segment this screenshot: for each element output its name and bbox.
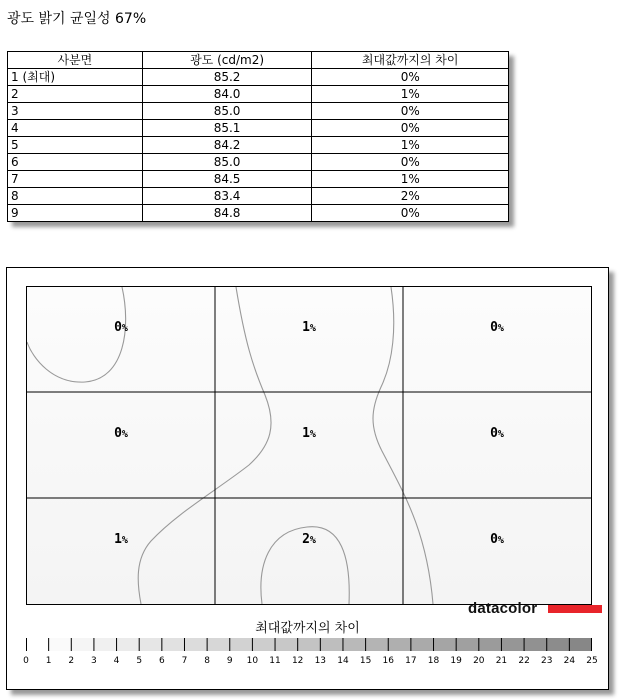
scale-segment	[184, 638, 207, 651]
map-cell-number: 0	[114, 320, 122, 335]
cell-luminance: 83.4	[142, 188, 312, 205]
scale-segment	[117, 638, 140, 651]
map-cell-number: 1	[302, 426, 310, 441]
page-title: 광도 밝기 균일성 67%	[7, 11, 147, 27]
table-header-row	[8, 52, 509, 69]
datacolor-logo: datacolor	[468, 600, 538, 617]
scale-tick-label: 2	[68, 656, 75, 666]
scale-tick-label: 13	[314, 656, 327, 666]
scale-segment	[275, 638, 298, 651]
table-row	[8, 103, 509, 120]
cell-quadrant: 2	[8, 86, 143, 103]
map-cell-unit: %	[309, 429, 316, 440]
scale-segment	[343, 638, 366, 651]
table-row	[8, 69, 509, 86]
cell-quadrant: 1 (최대)	[8, 69, 143, 86]
map-cell-value	[477, 426, 517, 441]
cell-quadrant: 7	[8, 171, 143, 188]
cell-luminance: 84.8	[142, 205, 312, 222]
map-cell-unit: %	[497, 323, 504, 334]
map-cell-number: 2	[302, 532, 310, 547]
table-row	[8, 137, 509, 154]
table-row	[8, 188, 509, 205]
map-cell-value	[477, 320, 517, 335]
table-row	[8, 154, 509, 171]
scale-segment	[71, 638, 94, 651]
map-cell-unit: %	[121, 429, 128, 440]
scale-segment	[207, 638, 230, 651]
scale-segment	[366, 638, 389, 651]
scale-tick-label: 19	[450, 656, 462, 666]
scale-tick-label: 8	[204, 656, 210, 666]
map-cell-value	[289, 426, 329, 441]
map-cell-unit: %	[497, 429, 504, 440]
header-quadrant: 사분면	[8, 52, 143, 69]
map-cell-value	[101, 426, 141, 441]
map-cell-value	[101, 320, 141, 335]
cell-difference: 1%	[312, 86, 509, 103]
scale-segment	[49, 638, 72, 651]
scale-tick-label: 7	[181, 656, 188, 666]
scale-tick-label: 4	[113, 656, 120, 666]
scale-tick-label: 14	[337, 656, 349, 666]
table-row	[8, 205, 509, 222]
table-row	[8, 171, 509, 188]
scale-segment	[388, 638, 411, 651]
scale-tick-label: 20	[473, 656, 485, 666]
uniformity-map-panel	[6, 267, 609, 690]
map-cell-number: 1	[114, 532, 122, 547]
cell-difference: 0%	[312, 154, 509, 171]
cell-luminance: 84.5	[142, 171, 312, 188]
contour-line	[138, 287, 271, 604]
header-luminance: 광도 (cd/m2)	[142, 52, 312, 69]
scale-tick-label: 22	[518, 656, 530, 666]
scale-tick-label: 0	[23, 656, 29, 666]
scale-tick-label: 23	[540, 656, 553, 666]
map-cell-number: 0	[490, 426, 498, 441]
scale-segment	[547, 638, 570, 651]
scale-segment	[569, 638, 592, 651]
scale-tick-label: 1	[45, 656, 52, 666]
scale-segment	[411, 638, 434, 651]
map-cell-number: 1	[302, 320, 310, 335]
scale-tick-label: 5	[136, 656, 143, 666]
uniformity-table	[7, 51, 509, 222]
map-cell-unit: %	[121, 535, 128, 546]
map-cell-value	[289, 532, 329, 547]
scale-segment	[139, 638, 162, 651]
scale-tick-label: 17	[405, 656, 417, 666]
scale-tick-label: 18	[427, 656, 440, 666]
map-cell-value	[477, 532, 517, 547]
scale-segment	[524, 638, 547, 651]
cell-difference: 2%	[312, 188, 509, 205]
map-cell-unit: %	[497, 535, 504, 546]
scale-tick-label: 24	[563, 656, 576, 666]
table-row	[8, 86, 509, 103]
table-row	[8, 120, 509, 137]
cell-luminance: 85.0	[142, 103, 312, 120]
cell-quadrant: 9	[8, 205, 143, 222]
map-cell-number: 0	[490, 320, 498, 335]
map-cell-value	[101, 532, 141, 547]
scale-tick-label: 6	[158, 656, 165, 666]
scale-tick-label: 9	[226, 656, 233, 666]
scale-segment	[434, 638, 457, 651]
difference-scale	[26, 638, 592, 651]
map-cell-value	[289, 320, 329, 335]
scale-segment	[252, 638, 275, 651]
scale-title: 최대값까지의 차이	[255, 621, 360, 636]
scale-segment	[501, 638, 524, 651]
cell-quadrant: 5	[8, 137, 143, 154]
uniformity-grid	[26, 286, 592, 617]
cell-quadrant: 3	[8, 103, 143, 120]
scale-tick-label: 21	[495, 656, 508, 666]
header-difference: 최대값까지의 차이	[312, 52, 509, 69]
map-cell-unit: %	[309, 323, 316, 334]
cell-luminance: 85.0	[142, 154, 312, 171]
map-cell-unit: %	[309, 535, 316, 546]
cell-difference: 0%	[312, 205, 509, 222]
datacolor-logo-bar	[548, 605, 602, 613]
scale-tick-label: 16	[382, 656, 394, 666]
scale-segment	[94, 638, 117, 651]
cell-luminance: 84.0	[142, 86, 312, 103]
cell-difference: 0%	[312, 103, 509, 120]
scale-segment	[162, 638, 185, 651]
cell-quadrant: 8	[8, 188, 143, 205]
map-cell-number: 0	[490, 532, 498, 547]
cell-luminance: 85.2	[142, 69, 312, 86]
scale-tick-label: 15	[359, 656, 372, 666]
scale-segment	[320, 638, 343, 651]
cell-quadrant: 4	[8, 120, 143, 137]
scale-tick-label: 12	[291, 656, 304, 666]
cell-difference: 1%	[312, 137, 509, 154]
cell-difference: 0%	[312, 120, 509, 137]
scale-tick-label: 3	[91, 656, 97, 666]
uniformity-table-container	[7, 51, 509, 222]
scale-tick-label: 25	[586, 656, 598, 666]
scale-segment	[456, 638, 479, 651]
cell-luminance: 84.2	[142, 137, 312, 154]
map-cell-number: 0	[114, 426, 122, 441]
scale-tick-label: 10	[246, 656, 259, 666]
scale-segment	[230, 638, 253, 651]
map-cell-unit: %	[121, 323, 128, 334]
cell-luminance: 85.1	[142, 120, 312, 137]
cell-difference: 1%	[312, 171, 509, 188]
cell-difference: 0%	[312, 69, 509, 86]
scale-segment	[26, 638, 49, 651]
scale-segment	[479, 638, 502, 651]
scale-segment	[298, 638, 321, 651]
cell-quadrant: 6	[8, 154, 143, 171]
scale-tick-label: 11	[269, 656, 281, 666]
